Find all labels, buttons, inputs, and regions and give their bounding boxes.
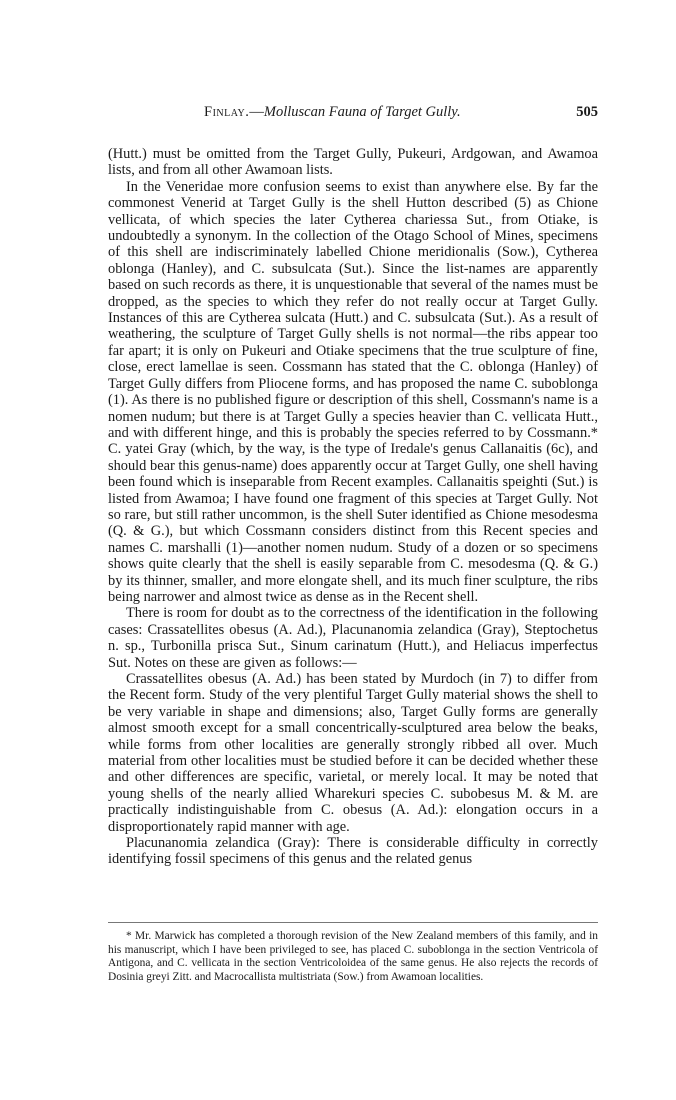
header-separator: — [249,104,264,120]
paragraph-veneridae: In the Veneridae more confusion seems to exist than anywhere else. By far the commonest Venerid at Target Gully is the shell Hutton described (5) as Chione vellicata, of which species the later Cytherea chariessa Sut., from Otiake, is undoubtedly a synonym. In the collection of the Otago School of Mines, specimens of this shell are indiscriminately labelled Chione meridionalis (Sow.), Cytherea oblonga (Hanley), and C. subsulcata (Sut.). Since the list-names are apparently based on such records as there, it is unquestionable that several of the names must be dropped, as the species to which they refer do not really occur at Target Gully. Instances of this are Cytherea sulcata (Hutt.) and C. subsulcata (Sut.). As a result of weathering, the sculpture of Target Gully shells is not normal—the ribs appear too far apart; it is only on Pukeuri and Otiake specimens that the true sculpture of fine, close, erect lamellae is seen. Cossmann has stated that the C. oblonga (Hanley) of Target Gully differs from Pliocene forms, and has proposed the name C. suboblonga (1). As there is no published figure or description of this shell, Cossmann's name is a nomen nudum; but there is at Target Gully a species heavier than C. vellicata Hutt., and with different hinge, and this is probably the species referred to by Cossmann.* C. yatei Gray (which, by the way, is the type of Iredale's genus Callanaitis (6c), and should bear this genus-name) does apparently occur at Target Gully, one shell having been found which is inseparable from Recent examples. Callanaitis speighti (Sut.) is listed from Awamoa; I have found one fragment of this species at Target Gully. Not so rare, but still rather uncommon, is the shell Suter identified as Chione mesodesma (Q. & G.), but which Cossmann considers distinct from this Recent species and names C. marshalli (1)—another nomen nudum. Study of a dozen or so specimens shows quite clearly that the shell is easily separable from C. mesodesma (Q. & G.) by its thinner, smaller, and more elongate shell, and its much finer sculpture, the ribs being narrower and almost twice as dense as in the Recent shell. [108,178,598,605]
page-number: 505 [576,104,598,120]
paragraph-doubtful-identifications: There is room for doubt as to the correctness of the identification in the following cases: Crassatellites obesus (A. Ad.), Placunanomia zelandica (Gray), Steptochetus n. sp., Turbonilla prisca Sut., Sinum carinatum (Hutt.), and Heliacus imperfectus Sut. Notes on these are given as follows:— [108,605,598,671]
paragraph-crassatellites: Crassatellites obesus (A. Ad.) has been stated by Murdoch (in 7) to differ from the Recent form. Study of the very plentiful Target Gully material shows the shell to be very variable in shape and dimensions; also, Target Gully forms are generally almost smooth except for a small concentrically-sculptured area below the beaks, while forms from other localities are generally strongly ribbed all over. Much material from other localities must be studied before it can be decided whether these and other differences are specific, varietal, or merely local. It may be noted that young shells of the nearly allied Wharekuri species C. subobesus M. & M. are practically indistinguishable from C. obesus (A. Ad.): elongation occurs in a disproportionately rapid manner with age. [108,671,598,835]
running-header [108,104,598,124]
footnote-rule [108,922,598,923]
body-text [108,146,598,868]
footnote-text: * Mr. Marwick has completed a thorough revision of the New Zealand members of this family, and in his manuscript, which I have been privileged to see, has placed C. suboblonga in the section Ventricola of Antigona, and C. vellicata in the section Ventricoloidea of the same genus. He also rejects the records of Dosinia greyi Zitt. and Macrocallista multistriata (Sow.) from Awamoan localities. [108,930,598,983]
running-title [204,104,461,121]
header-author: Finlay. [204,104,250,120]
footnote [108,930,598,984]
header-title: Molluscan Fauna of Target Gully. [263,104,461,120]
paragraph-placunanomia: Placunanomia zelandica (Gray): There is considerable difficulty in correctly identifying fossil specimens of this genus and the related genus [108,835,598,868]
paragraph-continuation: (Hutt.) must be omitted from the Target Gully, Pukeuri, Ardgowan, and Awamoa lists, and from all other Awamoan lists. [108,146,598,179]
